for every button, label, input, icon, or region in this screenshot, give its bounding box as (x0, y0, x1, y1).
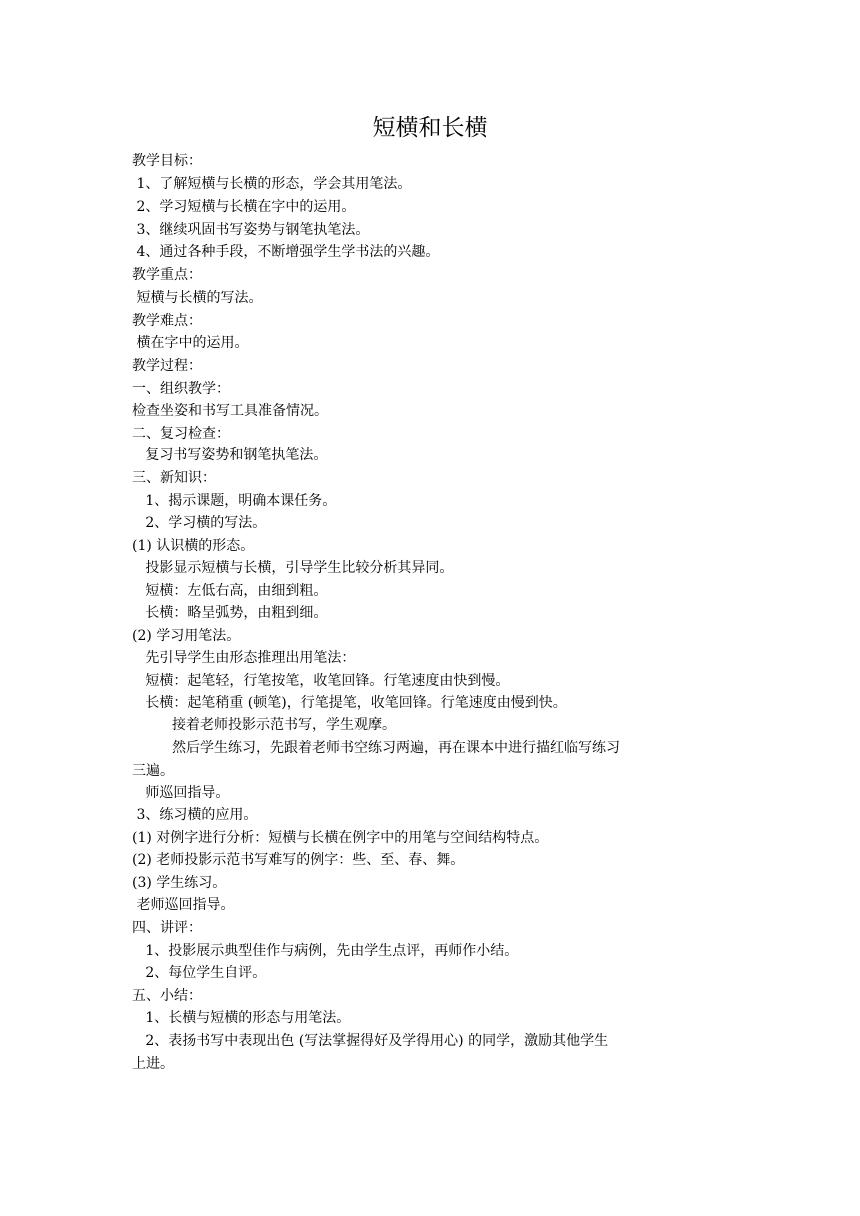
body-line: 四、讲评： (132, 920, 202, 936)
body-line: (1) 对例字进行分析：短横与长横在例字中的用笔与空间结构特点。 (132, 830, 549, 846)
body-line: (3) 学生练习。 (132, 875, 227, 891)
body-line: 3、继续巩固书写姿势与钢笔执笔法。 (132, 222, 370, 238)
body-line: 三、新知识： (132, 470, 216, 486)
body-line: 横在字中的运用。 (132, 335, 249, 351)
body-line: 然后学生练习，先跟着老师书空练习两遍，再在课本中进行描红临写练习 (132, 740, 621, 756)
body-line: 长横：略呈弧势，由粗到细。 (132, 605, 328, 621)
body-line: 短横：左低右高，由细到粗。 (132, 583, 328, 599)
body-line: 1、投影展示典型佳作与病例，先由学生点评，再师作小结。 (132, 943, 519, 959)
body-line: 一、组织教学： (132, 381, 230, 397)
body-line: 先引导学生由形态推理出用笔法： (132, 650, 356, 666)
body-line: 师巡回指导。 (132, 785, 230, 801)
body-line: 投影显示短横与长横，引导学生比较分析其异同。 (132, 560, 454, 576)
body-line: 二、复习检查： (132, 426, 230, 442)
body-line: 3、练习横的应用。 (132, 807, 258, 823)
body-line: 4、通过各种手段，不断增强学生学书法的兴趣。 (132, 244, 440, 260)
body-line: 2、学习短横与长横在字中的运用。 (132, 199, 356, 215)
body-line: 长横：起笔稍重 (顿笔)，行笔提笔，收笔回锋。行笔速度由慢到快。 (132, 695, 567, 711)
body-line: 2、学习横的写法。 (132, 515, 267, 531)
body-line: 教学重点： (132, 267, 202, 283)
body-line: 检查坐姿和书写工具准备情况。 (132, 403, 328, 419)
body-line: 教学过程： (132, 358, 202, 374)
body-line: 上进。 (132, 1056, 174, 1072)
body-line: 1、长横与短横的形态与用笔法。 (132, 1010, 351, 1026)
body-line: 1、揭示课题，明确本课任务。 (132, 493, 337, 509)
body-line: 2、表扬书写中表现出色 (写法掌握得好及学得用心) 的同学，激励其他学生 (132, 1033, 609, 1049)
body-line: 五、小结： (132, 988, 202, 1004)
body-line: (2) 学习用笔法。 (132, 628, 241, 644)
body-line: 教学难点： (132, 313, 202, 329)
body-line: (1) 认识横的形态。 (132, 538, 255, 554)
body-line: 接着老师投影示范书写，学生观摩。 (132, 717, 397, 733)
body-line: 1、了解短横与长横的形态，学会其用笔法。 (132, 176, 412, 192)
body-line: 短横：起笔轻，行笔按笔，收笔回锋。行笔速度由快到慢。 (132, 673, 510, 689)
body-line: 老师巡回指导。 (132, 897, 235, 913)
body-line: (2) 老师投影示范书写难写的例字：些、至、春、舞。 (132, 852, 465, 868)
body-line: 复习书写姿势和钢笔执笔法。 (132, 447, 328, 463)
body-line: 三遍。 (132, 763, 174, 779)
body-line: 2、每位学生自评。 (132, 965, 267, 981)
page-title: 短横和长横 (372, 115, 488, 141)
body-line: 教学目标： (132, 153, 202, 169)
body-line: 短横与长横的写法。 (132, 290, 263, 306)
